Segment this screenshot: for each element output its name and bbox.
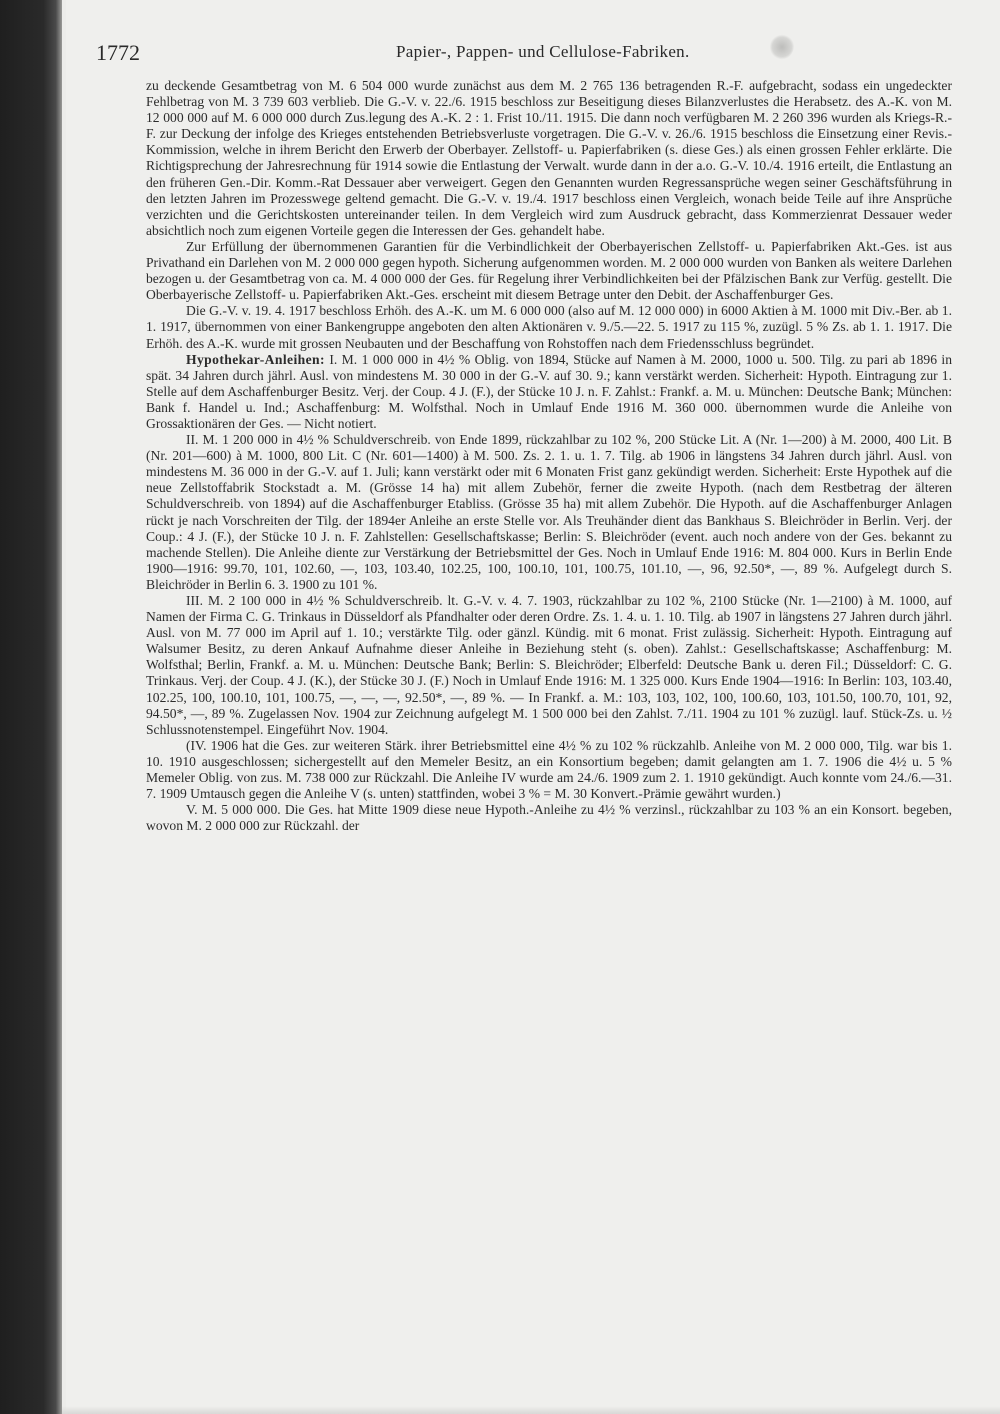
paragraph: [146, 802, 952, 834]
paragraph: [146, 78, 952, 239]
paragraph: [146, 352, 952, 432]
paragraph-text: I. M. 1 000 000 in 4½ % Oblig. von 1894, Stücke auf Namen à M. 2000, 1000 u. 500. Tilg. zu pari ab 1896 in spät. 34 Jahren durch jährl. Ausl. von mindestens M. 30 000 in der G.-V. auf 30. 9.; kann verstärkt werden. Sicherheit: Hypoth. Eintragung zur 1. Stelle auf dem Aschaffenburger Besitz. Verj. der Coup. 4 J. (F.), der Stücke 10 J. n. F. Zahlst.: Frankf. a. M. u. München: Deutsche Bank; München: Bank f. Handel u. Ind.; Aschaffenburg: M. Wolfsthal. Noch in Umlauf Ende 1916 M. 360 000. übernommen wurde die Anleihe von Grossaktionären der Ges. — Nicht notiert.: [146, 351, 952, 431]
paragraph-text: II. M. 1 200 000 in 4½ % Schuldverschreib. von Ende 1899, rückzahlbar zu 102 %, 200 Stücke Lit. A (Nr. 1—200) à M. 2000, 400 Lit. B (Nr. 201—600) à M. 1000, 800 Lit. C (Nr. 601—1400) à M. 500. Zs. 2. 1. u. 1. 7. Tilg. ab 1906 in längstens 34 Jahren durch jährl. Ausl. von mindestens M. 36 000 in der G.-V. auf 1. Juli; kann verstärkt oder mit 6 Monaten Frist ganz gekündigt werden. Sicherheit: Erste Hypothek auf die neue Zellstoffabrik Stockstadt a. M. (Grösse 14 ha) mit allem Zubehör, ferner die zweite Hypoth. (nach dem Restbetrag der älteren Schuldverschreib. von 1894) auf die Aschaffenburger Etabliss. (Grösse 35 ha) mit allem Zubehör. Die Hypoth. auf die Aschaffenburger Anlagen rückt je nach Vorschreiten der Tilg. der 1894er Anleihe an erste Stelle vor. Als Treuhänder dient das Bankhaus S. Bleichröder in Berlin. Verj. der Coup.: 4 J. (F.), der Stücke 10 J. n. F. Zahlstellen: Gesellschaftskasse; Berlin: S. Bleichröder (event. auch noch andere von der Ges. bekannt zu machende Stellen). Die Anleihe diente zur Verstärkung der Betriebsmittel der Ges. Noch in Umlauf Ende 1916: M. 804 000. Kurs in Berlin Ende 1900—1916: 99.70, 101, 102.60, —, 103, 103.40, 102.25, 100, 100.10, 101, 100.75, 101.10, —, 96, 92.50*, —, 89 %. Aufgelegt durch S. Bleichröder in Berlin 6. 3. 1900 zu 101 %.: [146, 432, 952, 592]
paragraph-text: III. M. 2 100 000 in 4½ % Schuldverschreib. lt. G.-V. v. 4. 7. 1903, rückzahlbar zu 102 %, 2100 Stücke (Nr. 1—2100) à M. 1000, auf Namen der Firma C. G. Trinkaus in Düsseldorf als Pfandhalter oder deren Ordre. Zs. 1. 4. u. 1. 10. Tilg. ab 1907 in längstens 27 Jahren durch jährl. Ausl. von M. 77 000 im April auf 1. 10.; verstärkte Tilg. oder gänzl. Kündig. mit 6 monat. Frist zulässig. Sicherheit: Hypoth. Eintragung auf Walsumer Besitz, zu deren Ankauf Aufnahme dieser Anleihe in Beziehung steht (s. oben). Zahlst.: Gesellschaftskasse; Aschaffenburg: M. Wolfsthal; Berlin, Frankf. a. M. u. München: Deutsche Bank; Berlin: S. Bleichröder; Elberfeld: Deutsche Bank u. deren Fil.; Düsseldorf: C. G. Trinkaus. Verj. der Coup. 4 J. (K.), der Stücke 30 J. (F.) Noch in Umlauf Ende 1916: M. 1 325 000. Kurs Ende 1904—1916: In Berlin: 103, 103.40, 102.25, 100, 100.10, 101, 100.75, —, —, —, 92.50*, —, 89 %. — In Frankf. a. M.: 103, 103, 102, 100, 100.60, 103, 101.50, 100.70, 101, 92, 94.50*, —, 89 %. Zugelassen Nov. 1904 zur Zeichnung aufgelegt M. 1 500 000 bei den Zahlst. 7./11. 1904 zu 101 % zuzügl. lauf. Stück-Zs. u. ½ Schlussnotenstempel. Eingeführt Nov. 1904.: [146, 593, 952, 737]
paragraph: [146, 303, 952, 351]
paragraph-text: Die G.-V. v. 19. 4. 1917 beschloss Erhöh. des A.-K. um M. 6 000 000 (also auf M. 12 000 000) in 6000 Aktien à M. 1000 mit Div.-Ber. ab 1. 1. 1917, übernommen von einer Bankengruppe angeboten den alten Aktionären v. 9./5.—22. 5. 1917 zu 115 %, zuzügl. 5 % Zs. ab 1. 1. 1917. Die Erhöh. des A.-K. wurde mit grossen Neubauten und der Beschaffung von Rohstoffen nach dem Friedensschluss begründet.: [146, 303, 952, 351]
page-number: 1772: [96, 40, 140, 65]
paragraph: [146, 239, 952, 303]
paragraph: [146, 593, 952, 738]
page-bottom-edge: [62, 1406, 1000, 1414]
paragraph: [146, 432, 952, 593]
paragraph-text: (IV. 1906 hat die Ges. zur weiteren Stärk. ihrer Betriebsmittel eine 4½ % zu 102 % rückzahlb. Anleihe von M. 2 000 000, Tilg. war bis 1. 10. 1910 ausgeschlossen; sichergestellt auf den Memeler Besitz, an ein Konsortium begeben; damit gelangten am 1. 7. 1906 die 4½ u. 5 % Memeler Oblig. von zus. M. 738 000 zur Rückzahl. Die Anleihe IV wurde am 24./6. 1909 zum 2. 1. 1910 gekündigt. Auch konnte vom 24./6.—31. 7. 1909 Umtausch gegen die Anleihe V (s. unten) stattfinden, wobei 3 % = M. 30 Konvert.-Prämie gewährt wurden.): [146, 737, 952, 802]
running-title: Papier-, Pappen- und Cellulose-Fabriken.: [396, 42, 690, 61]
paragraph-text: zu deckende Gesamtbetrag von M. 6 504 000 wurde zunächst aus dem M. 2 765 136 betragenden R.-F. aufgebracht, sodass ein ungedeckter Fehlbetrag von M. 3 739 603 verblieb. Die G.-V. v. 22./6. 1915 beschloss zur Beseitigung dieses Bilanzverlustes die Herabsetz. des A.-K. von M. 12 000 000 auf M. 6 000 000 durch Zus.legung des A.-K. 2 : 1. Frist 10./11. 1915. Die dann noch verfügbaren M. 2 260 396 wurden als Kriegs-R.-F. zur Deckung der infolge des Krieges entstehenden Betriebsverluste vorgetragen. Die G.-V. v. 26./6. 1915 beschloss die Einsetzung einer Revis.-Kommission, welche in ihrem Bericht den Erwerb der Oberbayer. Zellstoff- u. Papierfabriken (s. diese Ges.) als einen grossen Fehler erklärte. Die Richtigsprechung der Jahresrechnung für 1914 sowie die Entlastung der Verwalt. wurde dann in der a.o. G.-V. 10./4. 1916 erteilt, die Entlastung an den früheren Gen.-Dir. Komm.-Rat Dessauer aber verweigert. Gegen den Genannten wurden Regressansprüche wegen seiner Geschäftsführung in den letzten Jahren im Prozesswege geltend gemacht. Die G.-V. v. 19./4. 1917 beschloss einen Vergleich, wonach beide Teile auf ihre Ansprüche verzichten und die Gerichtskosten untereinander teilen. In dem Vergleich wird zum Ausdruck gebracht, dass Kommerzienrat Dessauer weder absichtlich noch zum eigenen Vorteile gegen die Interessen der Ges. gehandelt habe.: [146, 78, 952, 238]
paragraph-text: Zur Erfüllung der übernommenen Garantien für die Verbindlichkeit der Oberbayerischen Zellstoff- u. Papierfabriken Akt.-Ges. ist aus Privathand ein Darlehen von M. 2 000 000 gegen hypoth. Sicherung aufgenommen worden. M. 2 000 000 wurden von Banken als weitere Darlehen bezogen u. der Gesamtbetrag von ca. M. 4 000 000 der Ges. für Regelung ihrer Verbindlichkeiten bei der Pfälzischen Bank zur Verfüg. gestellt. Die Oberbayerische Zellstoff- u. Papierfabriken Akt.-Ges. erscheint mit diesem Betrage unter den Debit. der Aschaffenburger Ges.: [146, 238, 952, 303]
paragraph-lead: Hypothekar-Anleihen:: [186, 351, 325, 367]
book-spine-shadow: [0, 0, 62, 1414]
body-text: [146, 78, 952, 834]
paragraph: [146, 738, 952, 802]
paragraph-text: V. M. 5 000 000. Die Ges. hat Mitte 1909 diese neue Hypoth.-Anleihe zu 4½ % verzinsl., rückzahlbar zu 103 % an ein Konsort. begeben, wovon M. 2 000 000 zur Rückzahl. der: [146, 802, 952, 834]
running-head: [96, 40, 956, 70]
